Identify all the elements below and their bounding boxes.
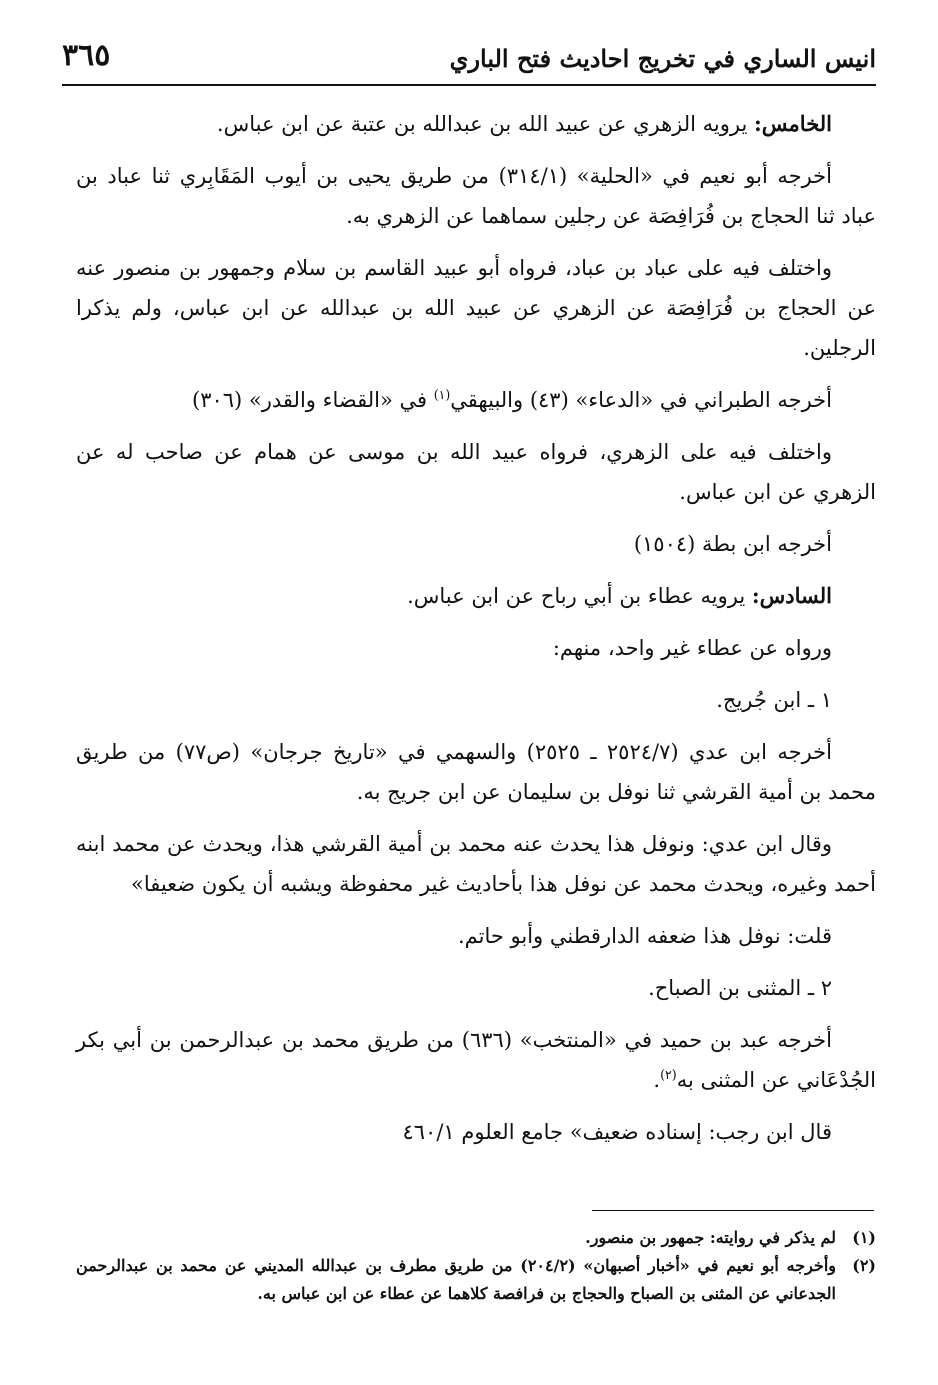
section-lead: الخامس: — [754, 111, 832, 136]
paragraph — [76, 104, 876, 144]
paragraph — [76, 732, 876, 812]
footnote-ref: (١) — [433, 387, 451, 402]
footnote-ref: (٢) — [660, 1067, 677, 1082]
footnote-number: (٢) — [852, 1256, 876, 1275]
main-text — [76, 104, 876, 1164]
paragraph-text-tail: . — [653, 1068, 661, 1092]
paragraph-text-tail: في «القضاء والقدر» (٣٠٦) — [192, 388, 434, 412]
page-header — [62, 32, 876, 86]
paragraph-text: أخرجه أبو نعيم في «الحلية» (٣١٤/١) من طريق يحيى بن أيوب المَقَابِري ثنا عباد بن عباد ثنا الحجاج بن فُرَافِصَة عن رجلين سماهما عن الزهري به. — [76, 164, 876, 228]
paragraph — [76, 1112, 876, 1152]
page-number: ٣٦٥ — [62, 38, 111, 73]
list-item — [76, 968, 876, 1008]
list-item — [76, 680, 876, 720]
footnote-text: وأخرجه أبو نعيم في «أخبار أصبهان» (٢٠٤/٢) من طريق مطرف بن عبدالله المديني عن محمد بن عبدالرحمن الجدعاني عن المثنى بن الصباح والحجاج بن فرافصة كلاهما عن عطاء عن ابن عباس به. — [76, 1256, 836, 1303]
paragraph-text: واختلف فيه على الزهري، فرواه عبيد الله بن موسى عن همام عن صاحب له عن الزهري عن ابن عباس. — [76, 440, 876, 504]
paragraph — [76, 916, 876, 956]
paragraph-text: يرويه الزهري عن عبيد الله بن عبدالله بن عتبة عن ابن عباس. — [216, 112, 755, 136]
paragraph-text: أخرجه ابن عدي (٢٥٢٤/٧ ـ ٢٥٢٥) والسهمي في «تاريخ جرجان» (ص٧٧) من طريق محمد بن أمية القرشي ثنا نوفل بن سليمان عن ابن جريج به. — [76, 740, 876, 804]
footnote — [76, 1252, 876, 1308]
paragraph-text: وقال ابن عدي: ونوفل هذا يحدث عنه محمد بن أمية القرشي هذا، ويحدث عن محمد ابنه أحمد وغيره، ويحدث محمد عن نوفل هذا بأحاديث غير محفوظة ويشبه أن يكون ضعيفا» — [76, 832, 876, 896]
paragraph-text: أخرجه عبد بن حميد في «المنتخب» (٦٣٦) من طريق محمد بن عبدالرحمن بن أبي بكر الجُدْعَاني عن المثنى به — [76, 1028, 876, 1092]
paragraph-text: يرويه عطاء بن أبي رباح عن ابن عباس. — [407, 584, 752, 608]
running-title: انيس الساري في تخريج احاديث فتح الباري — [449, 44, 876, 73]
paragraph-text: أخرجه ابن بطة (١٥٠٤) — [633, 532, 832, 556]
paragraph — [76, 824, 876, 904]
paragraph-text: قال ابن رجب: إسناده ضعيف» جامع العلوم ٤٦٠/١ — [402, 1120, 832, 1144]
paragraph — [76, 576, 876, 616]
paragraph-text: ١ ـ ابن جُريج. — [716, 688, 832, 712]
footnote-text: لم يذكر في روايته: جمهور بن منصور. — [585, 1228, 836, 1247]
paragraph — [76, 1020, 876, 1100]
paragraph-text: ٢ ـ المثنى بن الصباح. — [648, 976, 832, 1000]
paragraph — [76, 248, 876, 368]
paragraph — [76, 432, 876, 512]
footnote-number: (١) — [852, 1228, 876, 1247]
footnotes — [76, 1224, 876, 1308]
paragraph-text: أخرجه الطبراني في «الدعاء» (٤٣) والبيهقي — [450, 388, 832, 412]
paragraph-text: قلت: نوفل هذا ضعفه الدارقطني وأبو حاتم. — [457, 924, 832, 948]
paragraph — [76, 156, 876, 236]
paragraph — [76, 524, 876, 564]
paragraph-text: ورواه عن عطاء غير واحد، منهم: — [552, 636, 832, 660]
footnote-separator — [592, 1210, 874, 1211]
paragraph-text: واختلف فيه على عباد بن عباد، فرواه أبو عبيد القاسم بن سلام وجمهور بن منصور عنه عن الحجاج بن فُرَافِصَة عن الزهري عن عبيد الله بن عبدالله عن ابن عباس، ولم يذكرا الرجلين. — [76, 256, 876, 360]
footnote — [76, 1224, 876, 1252]
paragraph — [76, 628, 876, 668]
paragraph — [76, 380, 876, 420]
section-lead: السادس: — [751, 583, 832, 608]
